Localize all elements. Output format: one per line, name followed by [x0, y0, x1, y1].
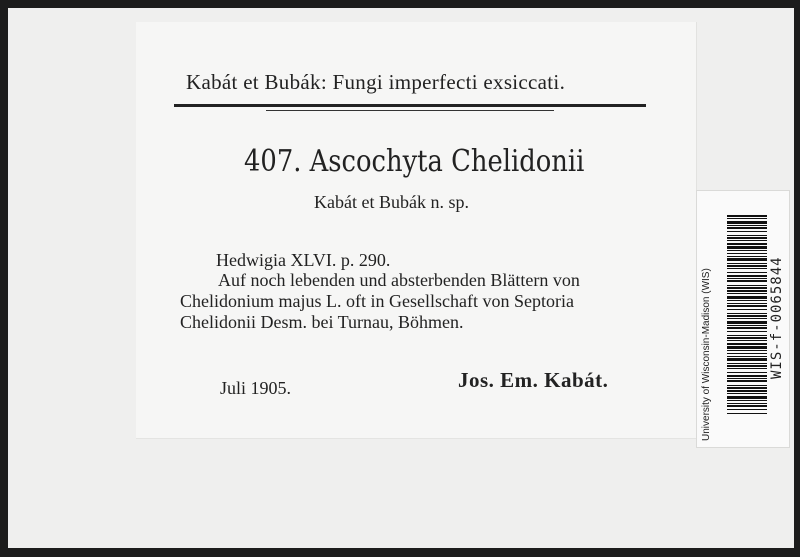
specimen-label — [136, 22, 697, 439]
collection-date: Juli 1905. — [220, 378, 292, 398]
description-line: Chelidonium majus L. oft in Gesellschaft von Septoria — [180, 291, 574, 311]
description-line: Auf noch lebenden und absterbenden Blättern von — [218, 270, 580, 290]
herbarium-sheet — [8, 8, 794, 548]
barcode-icon — [727, 215, 767, 421]
series-heading: Kabát et Bubák: Fungi imperfecti exsiccati. — [186, 70, 566, 94]
literature-reference: Hedwigia XLVI. p. 290. — [216, 250, 391, 270]
species-author: Kabát et Bubák n. sp. — [314, 192, 469, 212]
barcode-number: WIS-f-0065844 — [769, 256, 785, 379]
collector-name: Jos. Em. Kabát. — [458, 368, 609, 392]
heading-rule-thick — [174, 104, 646, 107]
description-line: Chelidonii Desm. bei Turnau, Böhmen. — [180, 312, 464, 332]
specimen-title: 407. Ascochyta Chelidonii — [244, 144, 585, 179]
barcode-label — [696, 190, 790, 448]
habitat-description — [180, 270, 652, 333]
heading-rule-thin — [266, 110, 554, 111]
institution-text: University of Wisconsin-Madison (WIS) — [701, 268, 712, 441]
